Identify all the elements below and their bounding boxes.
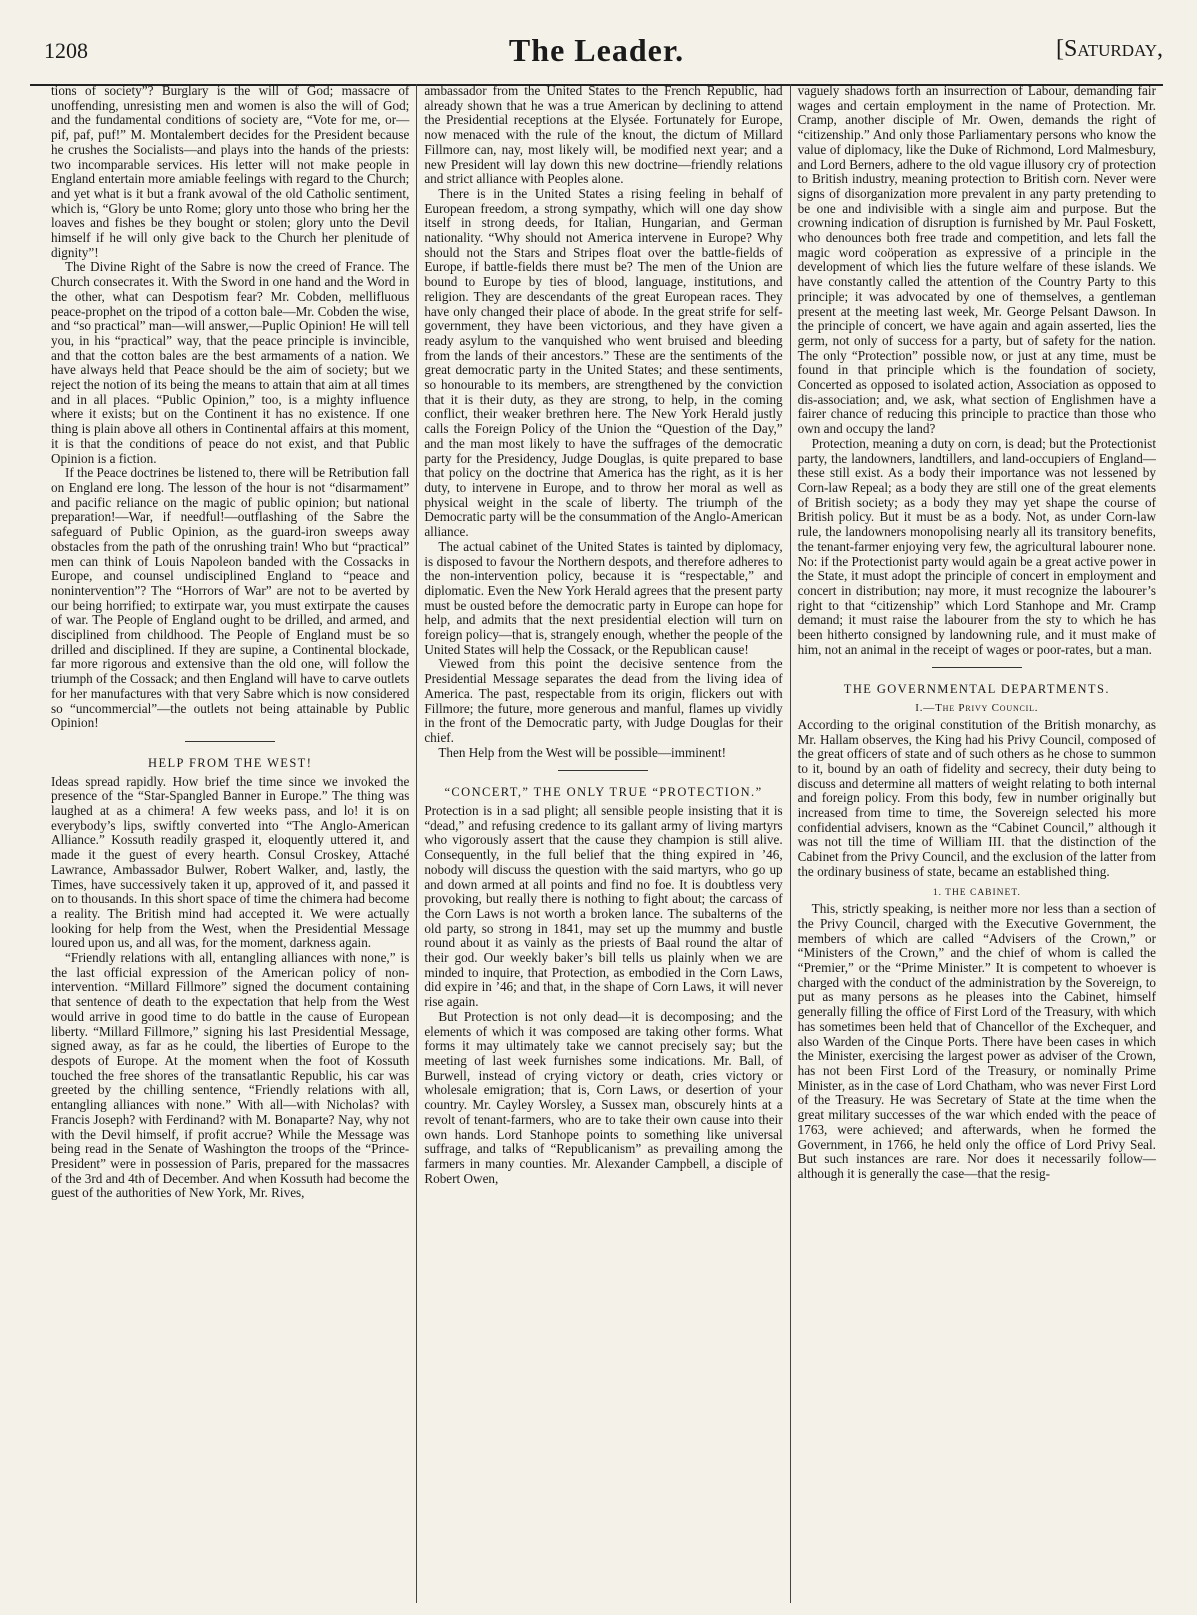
paragraph: ambassador from the United States to the French Republic, had already shown that he was a true American by declining to attend the Presidential receptions at the Elysée. Fortunately for Europe, now menaced with the rule of the knout, the dictum of Millard Fillmore can, nay, most likely will, be modified next year; and a new President will lay down this new doctrine—friendly relations and strict alliance with Peoples alone. (424, 84, 783, 187)
article-columns (44, 84, 1163, 1603)
paragraph: The Divine Right of the Sabre is now the creed of France. The Church consecrates it. With the Sword in one hand and the Word in the other, what can Despotism fear? Mr. Cobden, mellifluous peace-prophet on the tripod of a cotton bale—Mr. Cobden the wise, and “so practical” man—will answer,—Puplic Opinion! He will tell you, in his “practical” way, that the peace principle is invincible, and that the cotton bales are the best armaments of a nation. We have always held that Peace should be the aim of society; but we reject the notion of its being the means to attain that aim at all times and in all places. “Public Opinion,” too, is a mighty influence where it exists; but on the Continent it has no existence. If one thing is plain above all others in Continental affairs at this moment, it is that the conditions of peace do not exist, and that Public Opinion is a fiction. (51, 259, 410, 466)
paragraph: If the Peace doctrines be listened to, there will be Retribution fall on England ere long. The lesson of the hour is not “disarmament” and pacific reliance on the magic of public opinion; but national preparation!—War, if needful!—outflashing of the Sabre the safeguard of Public Opinion, as the guard-iron sweeps away obstacles from the path of the onrushing train! Who but “practical” men can think of Louis Napoleon banded with the Cossacks in Europe, and counsel undisciplined England to “peace and nonintervention”? The “Horrors of War” are not to be averted by our being horrified; to extirpate war, you must extirpate the causes of war. The People of England ought to be drilled, and armed, and disciplined from childhood. The People of England must be so drilled and disciplined. If they are supine, a Continental blockade, far more rigorous and extensive than the old one, will follow the triumph of the Cossack; and then England will have to carve outlets for her manufactures with that very Sabre which is now considered so “uncommercial”—the outlets not being attainable by Public Opinion! (51, 465, 410, 731)
paragraph: This, strictly speaking, is neither more nor less than a section of the Privy Council, charged with the Executive Government, the members of which are called “Advisers of the Crown,” or “Ministers of the Crown,” and the chief of whom is called the “Premier,” or the “Prime Minister.” It is competent to whoever is charged with the conduct of the administration by the Sovereign, to put as many persons as he pleases into the Cabinet, himself generally filling the office of First Lord of the Treasury, with which has sometimes been held that of Chancellor of the Exchequer, and also Warden of the Cinque Ports. There have been cases in which the Minister, exercising the largest power as adviser of the Crown, has not been First Lord of the Treasury, or nominally Prime Minister, as in the case of Lord Chatham, who was never First Lord of the Treasury. He was Secretary of State at the time when the great military successes of the war which ended with the peace of 1763, were achieved; and afterwards, when he formed the Government, in 1766, he held only the office of Lord Privy Seal. But such instances are rare. Nor does it necessarily follow—although it is generally the case—that the resig- (797, 901, 1156, 1181)
paragraph: Ideas spread rapidly. How brief the time since we invoked the presence of the “Star-Spangled Banner in Europe.” The thing was laughed at as a chimera! A few weeks pass, and lo! it is on everybody’s lips, swiftly converted into “The Anglo-American Alliance.” Kossuth readily grasped it, eloquently uttered it, and made it the guest of every hearth. Consul Croskey, Attaché Lawrance, Ambassador Bulwer, Robert Walker, and, lastly, the Times, have successively taken it up, approved of it, and passed it on to thousands. In this short space of time the chimera had become a reality. The British mind had accepted it. We were actually looking for help from the West, when the Presidential Message loured upon us, and all was, for the moment, darkness again. (51, 773, 410, 951)
paragraph: “Friendly relations with all, entangling alliances with none,” is the last official expression of the American policy of non-intervention. “Millard Fillmore” signed the document containing that sentence of death to the expectation that help from the West would arrive in good time to do battle in the cause of European liberty. “Millard Fillmore,” signing his last Presidential Message, signed away, as far as he could, the liberties of Europe to the despots of Europe. At the moment when the foot of Kossuth touched the free shores of the transatlantic Republic, his car was greeted by the chilling sentence, “Friendly relations with all, entangling alliances with none.” With all—with Nicholas? with Francis Joseph? with Ferdinand? with M. Bonaparte? Nay, why not with the Devil himself, if profit accrue? While the Message was being read in the Senate of Washington the troops of the “Prince-President” were in possession of Paris, prepared for the massacres of the 3rd and 4th of December. And when Kossuth had become the guest of the authorities of New York, Mr. Rives, (51, 950, 410, 1201)
paragraph: There is in the United States a rising feeling in behalf of European freedom, a strong sympathy, which will one day show itself in strong deeds, for Italian, Hungarian, and German nationality. “Why should not America intervene in Europe? Why should not the Stars and Stripes float over the battle-fields of Europe, if battle-fields there must be? The men of the Union are bound to Europe by ties of blood, language, institutions, and religion. They are descendants of the great European races. They have only changed their place of abode. In the great strife for self-government, they have been victorious, and they have given a ready asylum to the vanquished who went bruised and bleeding from the lands of their ancestors.” These are the sentiments of the great democratic party in the United States; and these sentiments, so honourable to its members, are strengthened by the conviction that it is their duty, as they are strong, to help, in the coming conflict, their weaker brethren here. The New York Herald justly calls the Foreign Policy of the Union the “Question of the Day,” and the man most likely to have the suffrages of the democratic party for the Presidency, Judge Douglas, is quite prepared to base that policy on the doctrine that America has the right, as it is her duty, to intervene in Europe, and to throw her moral as well as physical weight in the scale of liberty. The triumph of the Democratic party will be the consummation of the Anglo-American alliance. (424, 185, 783, 540)
section-subsubheading: 1. THE CABINET. (932, 887, 1021, 898)
paragraph: Viewed from this point the decisive sentence from the Presidential Message separates the dead from the living idea of America. The past, respectable from its origin, flickers out with Fillmore; the future, more generous and manful, flames up vividly in the front of the Democratic party, with Judge Douglas for their chief. (424, 656, 783, 745)
section-rule (932, 667, 1022, 668)
masthead (30, 28, 1163, 86)
column-2 (416, 84, 789, 1603)
section-heading: HELP FROM THE WEST! (148, 755, 313, 770)
section-rule (185, 741, 275, 742)
section-heading: “CONCERT,” THE ONLY TRUE “PROTECTION.” (444, 785, 763, 800)
column-3 (790, 84, 1163, 1603)
paragraph: tions of society”? Burglary is the will of God; massacre of unoffending, unresisting men and women is also the will of God; and the fundamental conditions of society are, “Vote for me, or—pif, paf, puf!” M. Montalembert decides for the President because he crushes the Socialists—and plays into the hands of the priests: two incomparable services. His letter will not make people in England entertain more amiable feelings with regard to the Church; and yet what is it but a frank avowal of the old Catholic sentiment, which is, “Glory be unto Rome; glory unto those who bring her the loaves and fishes be they bought or stolen; glory unto the Devil himself if he will only give back to the Church her plenitude of dignity”! (51, 84, 410, 260)
paragraph: The actual cabinet of the United States is tainted by diplomacy, is disposed to favour the Northern despots, and therefore adheres to the non-intervention policy, because it is “respectable,” and diplomatic. Even the New York Herald agrees that the present party must be ousted before the democratic party in Europe can hope for help, and admits that the next presidential election will turn on foreign policy—that is, strangely enough, whether the people of the United States will help the Cossack, or the Republican cause! (424, 538, 783, 657)
section-rule (558, 770, 648, 771)
paragraph: Protection, meaning a duty on corn, is dead; but the Protectionist party, the landowners, landtillers, and land-occupiers of England—these still exist. As a body their importance was not lessened by Corn-law Repeal; as a body they are still one of the great elements of British society; as a body they may yet shape the course of British policy. But it must be as a body. Not, as under Corn-law rule, the landowners monopolising nearly all its transitory benefits, the tenant-farmer enjoying very few, the agricultural labourer none. No: if the Protectionist party would again be a great active power in the State, it must adopt the principle of concert in employment and concert in distribution; nay more, it must recognize the labourer’s right to that “citizenship” which Lord Stanhope and Mr. Cramp demand; it must raise the labourer from the sty to which he has been hitherto consigned by landowning rule, and it must make of him, not an animal in the receipt of wages or poor-rates, but a man. (797, 435, 1156, 657)
paragraph: But Protection is not only dead—it is decomposing; and the elements of which it was composed are taking other forms. What forms it may ultimately take we cannot precisely say; but the meeting of last week furnishes some indications. Mr. Ball, of Burwell, instead of crying victory or death, cries victory or wholesale emigration; that is, Corn Laws, or desertion of your country. Mr. Cayley Worsley, a Sussex man, obscurely hints at a revolt of tenant-farmers, who are to take their own cause into their own hands. Lord Stanhope points to something like universal suffrage, and talks of “Republicanism” as prevailing among the farmers in many counties. Mr. Alexander Campbell, a disciple of Robert Owen, (424, 1008, 783, 1186)
column-1 (44, 84, 416, 1603)
section-subheading: I.—The Privy Council. (915, 702, 1039, 715)
paragraph: vaguely shadows forth an insurrection of Labour, demanding fair wages and certain employment in the name of Protection. Mr. Cramp, another disciple of Mr. Owen, demands the right of “citizenship.” And only those Parliamentary persons who know the value of diplomacy, like the Duke of Richmond, Lord Malmesbury, and Lord Berners, adhere to the old vague illusory cry of protection to British industry, meaning protection to British corn. Never were signs of disorganization more prevalent in any party pretending to be one and indivisible with a single aim and purpose. But the crowning indication of disruption is furnished by Mr. Paul Foskett, who denounces both free trade and competition, and lets fall the magic word coöperation as expressive of a principle in the development of which lies the future welfare of these islands. We have constantly called the attention of the Country Party to this principle; it was advocated by one of themselves, a gentleman present at the meeting last week, Mr. George Pelsant Dawson. In the principle of concert, we have again and again asserted, lies the germ, not only of success for a party, but of safety for the nation. The only “Protection” possible now, or just at any time, must be found in that principle which is the foundation of society, Concerted as opposed to isolated action, Association as opposed to dis-association; and, we ask, what section of Englishmen have a fairer chance of reducing this principle to practice than those who own and occupy the land? (797, 84, 1156, 437)
day-label: [Saturday, (1055, 36, 1163, 62)
paragraph: According to the original constitution of the British monarchy, as Mr. Hallam observes, the King had his Privy Council, composed of the great officers of state and of such others as he chose to summon to it, bound by an oath of fidelity and secrecy, their duty being to discuss and determine all matters of weight relating to both internal and foreign policy. From this body, few in number originally but increased from time to time, the Sovereign selected his more confidential advisers, known as the “Cabinet Council,” although it was not till the time of William III. that the distinction of the Cabinet from the Privy Council, and the exclusion of the latter from the ordinary business of state, became an established thing. (797, 716, 1156, 879)
paper-name: The Leader. (508, 32, 685, 68)
paragraph: Protection is in a sad plight; all sensible people insisting that it is “dead,” and refusing credence to its gallant army of living martyrs who vigorously assert that the cause they champion is still alive. Consequently, in the full belief that the thing expired in ’46, nobody will discuss the question with the said martyrs, who go up and down armed at all points and find no foe. It is doubtless very provoking, but really there is nothing to fight about; the carcass of the Corn Laws is not worth a broken lance. The subalterns of the old party, so strong in 1841, may set up the mummy and bustle round about it as vainly as the priests of Baal round the altar of their god. Our weekly baker’s bill tells us plainly when we are minded to inquire, that Protection, as embodied in the Corn Laws, did expire in ’46; and that, in the shape of Corn Laws, it will never rise again. (424, 803, 783, 1010)
page-number: 1208 (44, 38, 88, 63)
paragraph: Then Help from the West will be possible—imminent! (438, 744, 726, 760)
section-heading: THE GOVERNMENTAL DEPARTMENTS. (843, 682, 1110, 697)
